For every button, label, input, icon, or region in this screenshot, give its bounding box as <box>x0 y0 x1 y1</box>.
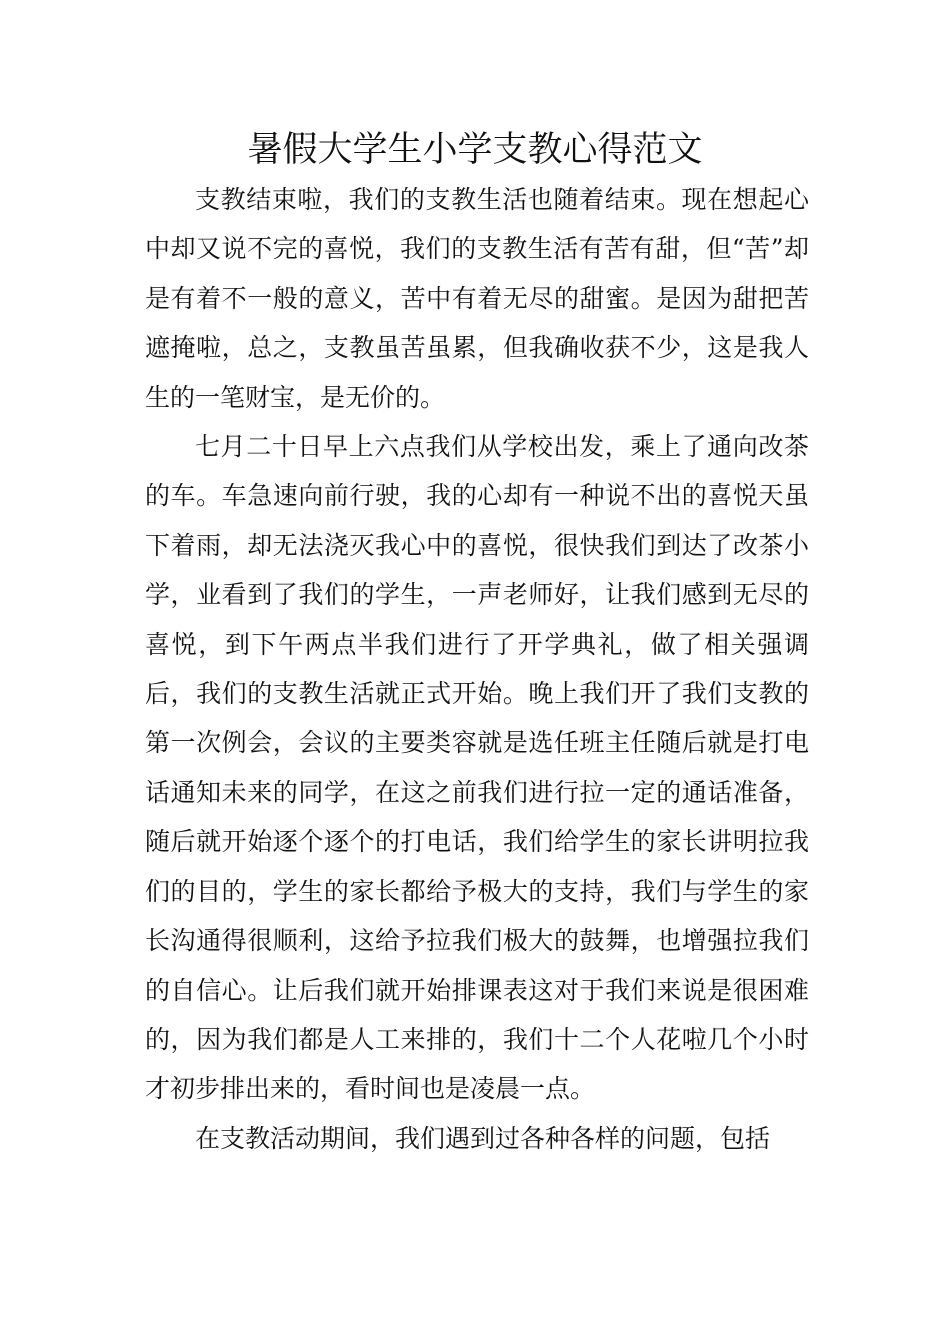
document-title: 暑假大学生小学支教心得范文 <box>247 130 703 170</box>
paragraph: 在支教活动期间，我们遇到过各种各样的问题，包括 <box>195 1123 771 1153</box>
document-body <box>145 175 809 1163</box>
paragraph: 支教结束啦，我们的支教生活也随着结束。现在想起心中却又说不完的喜悦，我们的支教生活有苦有甜，但“苦”却是有着不一般的意义，苦中有着无尽的甜蜜。是因为甜把苦遮掩啦，总之，支教虽苦虽累，但我确收获不少，这是我人生的一笔财宝，是无价的。 <box>145 185 809 412</box>
paragraph: 七月二十日早上六点我们从学校出发，乘上了通向改茶的车。车急速向前行驶，我的心却有一种说不出的喜悦天虽下着雨，却无法浇灭我心中的喜悦，很快我们到达了改茶小学，业看到了我们的学生，一声老师好，让我们感到无尽的喜悦，到下午两点半我们进行了开学典礼，做了相关强调后，我们的支教生活就正式开始。晚上我们开了我们支教的第一次例会，会议的主要类容就是选任班主任随后就是打电话通知未来的同学，在这之前我们进行拉一定的通话准备，随后就开始逐个逐个的打电话，我们给学生的家长讲明拉我们的目的，学生的家长都给予极大的支持，我们与学生的家长沟通得很顺利，这给予拉我们极大的鼓舞，也增强拉我们的自信心。让后我们就开始排课表这对于我们来说是很困难的，因为我们都是人工来排的，我们十二个人花啦几个小时才初步排出来的，看时间也是凌晨一点。 <box>145 432 809 1104</box>
